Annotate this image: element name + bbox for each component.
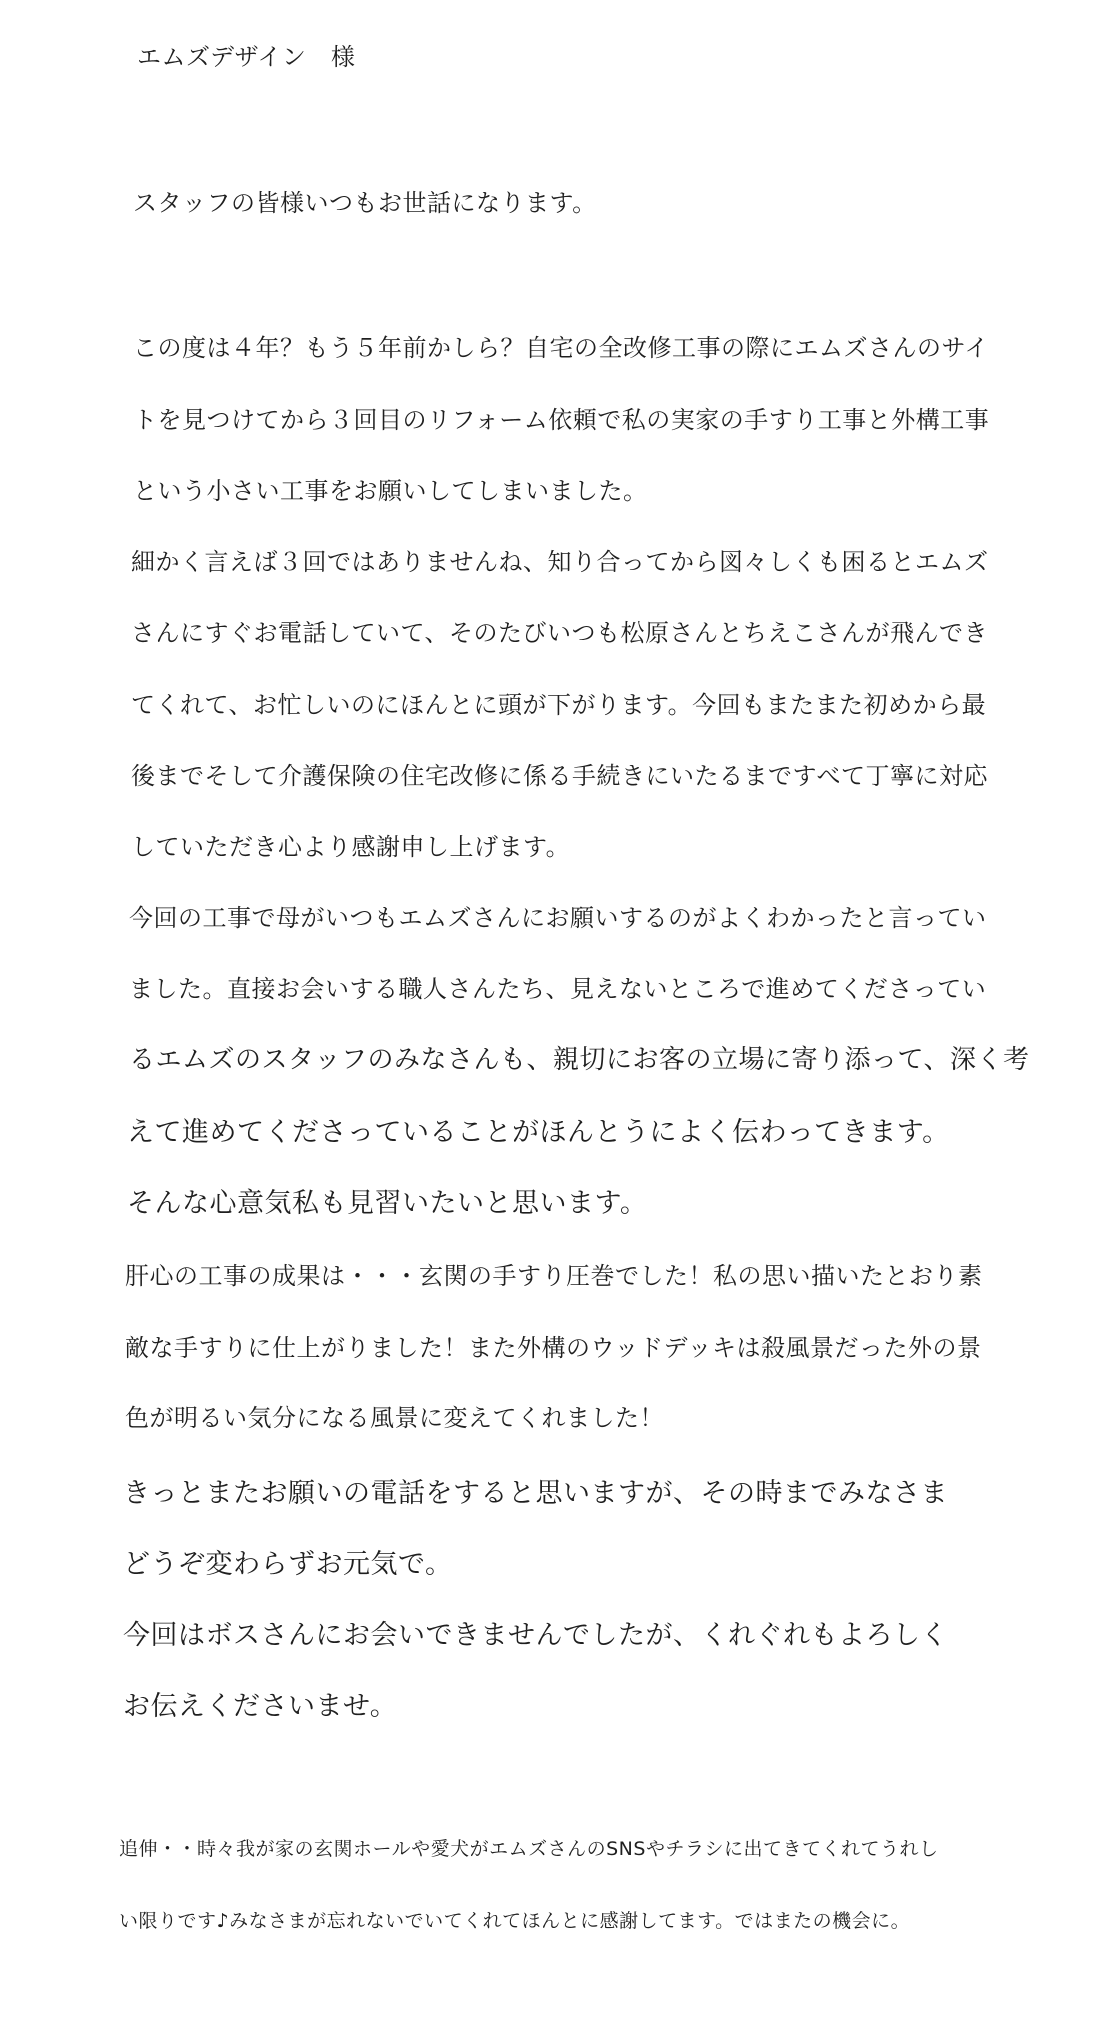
paragraph-line: てくれて、お忙しいのにほんとに頭が下がります。今回もまたまた初めから最	[131, 691, 987, 719]
paragraph-line: 後までそして介護保険の住宅改修に係る手続きにいたるまですべて丁寧に対応	[131, 762, 989, 790]
paragraph-line: るエムズのスタッフのみなさんも、親切にお客の立場に寄り添って、深く考	[129, 1045, 1030, 1075]
paragraph-line: えて進めてくださっていることがほんとうによく伝わってきます。	[127, 1117, 950, 1148]
paragraph-line: 色が明るい気分になる風景に変えてくれました！	[125, 1404, 664, 1432]
paragraph-line: お伝えくださいませ。	[123, 1691, 398, 1722]
paragraph-line: していただき心より感謝申し上げます。	[131, 833, 571, 861]
paragraph-line: きっとまたお願いの電話をすると思いますが、その時までみなさま	[123, 1478, 948, 1509]
paragraph-line: ました。直接お会いする職人さんたち、見えないところで進めてくださってい	[129, 975, 987, 1003]
salutation: エムズデザイン 様	[137, 43, 356, 71]
postscript-line: い限りです♪みなさまが忘れないでいてくれてほんとに感謝してます。ではまたの機会に。	[119, 1910, 911, 1932]
paragraph-line: そんな心意気私も見習いたいと思います。	[127, 1188, 648, 1219]
paragraph-line: トを見つけてから３回目のリフォーム依頼で私の実家の手すり工事と外構工事	[133, 406, 990, 434]
paragraph-line: どうぞ変わらずお元気で。	[123, 1549, 453, 1580]
paragraph-line: この度は４年？もう５年前かしら？自宅の全改修工事の際にエムズさんのサイ	[133, 334, 989, 362]
paragraph-line: 敵な手すりに仕上がりました！また外構のウッドデッキは殺風景だった外の景	[125, 1334, 982, 1362]
paragraph-line: 細かく言えば３回ではありませんね、知り合ってから図々しくも困るとエムズ	[131, 548, 989, 576]
paragraph-line: 今回の工事で母がいつもエムズさんにお願いするのがよくわかったと言ってい	[129, 904, 987, 932]
paragraph-line: さんにすぐお電話していて、そのたびいつも松原さんとちえこさんが飛んでき	[131, 619, 989, 647]
paragraph-line: という小さい工事をお願いしてしまいました。	[133, 477, 648, 505]
paragraph-line: 今回はボスさんにお会いできませんでしたが、くれぐれもよろしく	[123, 1620, 948, 1651]
greeting: スタッフの皆様いつもお世話になります。	[133, 189, 597, 217]
paragraph-line: 肝心の工事の成果は・・・玄関の手すり圧巻でした！私の思い描いたとおり素	[125, 1262, 983, 1290]
postscript-line: 追伸・・時々我が家の玄関ホールや愛犬がエムズさんのSNSやチラシに出てきてくれてうれし	[119, 1838, 939, 1860]
